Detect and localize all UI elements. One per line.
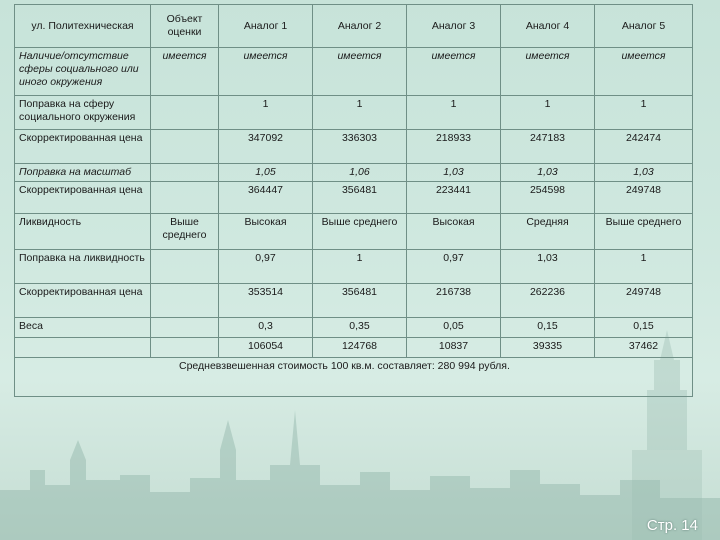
header-object: Объект оценки bbox=[151, 5, 219, 48]
table-row bbox=[15, 318, 693, 338]
row-label: Скорректированная цена bbox=[15, 182, 151, 214]
analog-value: 1,05 bbox=[219, 164, 313, 182]
table-row bbox=[15, 214, 693, 250]
object-value: имеется bbox=[151, 48, 219, 96]
object-value: Выше среднего bbox=[151, 214, 219, 250]
table-row bbox=[15, 130, 693, 164]
analog-value: 356481 bbox=[313, 284, 407, 318]
analog-value: 0,15 bbox=[595, 318, 693, 338]
analog-value: 223441 bbox=[407, 182, 501, 214]
header-analog-4: Аналог 4 bbox=[501, 5, 595, 48]
analog-value: 1 bbox=[219, 96, 313, 130]
object-value bbox=[151, 164, 219, 182]
analog-value: 1,03 bbox=[501, 164, 595, 182]
analog-value: имеется bbox=[313, 48, 407, 96]
table-row bbox=[15, 96, 693, 130]
analog-value: 249748 bbox=[595, 182, 693, 214]
analog-value: Высокая bbox=[407, 214, 501, 250]
analog-value: 1 bbox=[313, 250, 407, 284]
page-number: Стр. 14 bbox=[646, 517, 698, 534]
comparison-table bbox=[14, 4, 693, 397]
header-analog-3: Аналог 3 bbox=[407, 5, 501, 48]
analog-value: 0,05 bbox=[407, 318, 501, 338]
object-value bbox=[151, 338, 219, 358]
summary-text: Средневзвешенная стоимость 100 кв.м. составляет: 280 994 рубля. bbox=[15, 358, 693, 397]
row-label: Поправка на сферу социального окружения bbox=[15, 96, 151, 130]
analog-value: Средняя bbox=[501, 214, 595, 250]
table-row bbox=[15, 182, 693, 214]
table-row bbox=[15, 338, 693, 358]
analog-value: 347092 bbox=[219, 130, 313, 164]
row-label: Поправка на ликвидность bbox=[15, 250, 151, 284]
analog-value: имеется bbox=[595, 48, 693, 96]
analog-value: 1 bbox=[407, 96, 501, 130]
analog-value: 106054 bbox=[219, 338, 313, 358]
row-label: Наличие/отсутствие сферы социального или иного окружения bbox=[15, 48, 151, 96]
analog-value: 0,97 bbox=[219, 250, 313, 284]
analog-value: 1,03 bbox=[595, 164, 693, 182]
header-analog-1: Аналог 1 bbox=[219, 5, 313, 48]
analog-value: 356481 bbox=[313, 182, 407, 214]
analog-value: 39335 bbox=[501, 338, 595, 358]
analog-value: 0,15 bbox=[501, 318, 595, 338]
table-row bbox=[15, 48, 693, 96]
analog-value: Выше среднего bbox=[595, 214, 693, 250]
row-label: Скорректированная цена bbox=[15, 284, 151, 318]
header-analog-5: Аналог 5 bbox=[595, 5, 693, 48]
header-analog-2: Аналог 2 bbox=[313, 5, 407, 48]
analog-value: 1 bbox=[595, 250, 693, 284]
analog-value: 247183 bbox=[501, 130, 595, 164]
analog-value: 1,03 bbox=[407, 164, 501, 182]
object-value bbox=[151, 318, 219, 338]
analog-value: 353514 bbox=[219, 284, 313, 318]
analog-value: 218933 bbox=[407, 130, 501, 164]
analog-value: Высокая bbox=[219, 214, 313, 250]
analog-value: 336303 bbox=[313, 130, 407, 164]
table-row bbox=[15, 250, 693, 284]
analog-value: 1,06 bbox=[313, 164, 407, 182]
analog-value: имеется bbox=[219, 48, 313, 96]
row-label bbox=[15, 338, 151, 358]
analog-value: 124768 bbox=[313, 338, 407, 358]
analog-value: 1 bbox=[501, 96, 595, 130]
analog-value: 37462 bbox=[595, 338, 693, 358]
row-label: Ликвидность bbox=[15, 214, 151, 250]
analog-value: 1 bbox=[595, 96, 693, 130]
analog-value: 1,03 bbox=[501, 250, 595, 284]
object-value bbox=[151, 182, 219, 214]
header-address: ул. Политехническая bbox=[15, 5, 151, 48]
analog-value: 254598 bbox=[501, 182, 595, 214]
analog-value: имеется bbox=[501, 48, 595, 96]
analog-value: 1 bbox=[313, 96, 407, 130]
analog-value: 249748 bbox=[595, 284, 693, 318]
header-row bbox=[15, 5, 693, 48]
table-row bbox=[15, 284, 693, 318]
row-label: Поправка на масштаб bbox=[15, 164, 151, 182]
analog-value: Выше среднего bbox=[313, 214, 407, 250]
row-label: Веса bbox=[15, 318, 151, 338]
object-value bbox=[151, 284, 219, 318]
object-value bbox=[151, 130, 219, 164]
city-skyline-background bbox=[0, 380, 720, 540]
row-label: Скорректированная цена bbox=[15, 130, 151, 164]
analog-value: 0,35 bbox=[313, 318, 407, 338]
analog-value: 242474 bbox=[595, 130, 693, 164]
object-value bbox=[151, 250, 219, 284]
analog-value: 0,97 bbox=[407, 250, 501, 284]
object-value bbox=[151, 96, 219, 130]
table-row bbox=[15, 164, 693, 182]
analog-value: 10837 bbox=[407, 338, 501, 358]
analog-value: 262236 bbox=[501, 284, 595, 318]
analog-value: 0,3 bbox=[219, 318, 313, 338]
analog-value: 216738 bbox=[407, 284, 501, 318]
summary-row bbox=[15, 358, 693, 397]
analog-value: имеется bbox=[407, 48, 501, 96]
analog-value: 364447 bbox=[219, 182, 313, 214]
